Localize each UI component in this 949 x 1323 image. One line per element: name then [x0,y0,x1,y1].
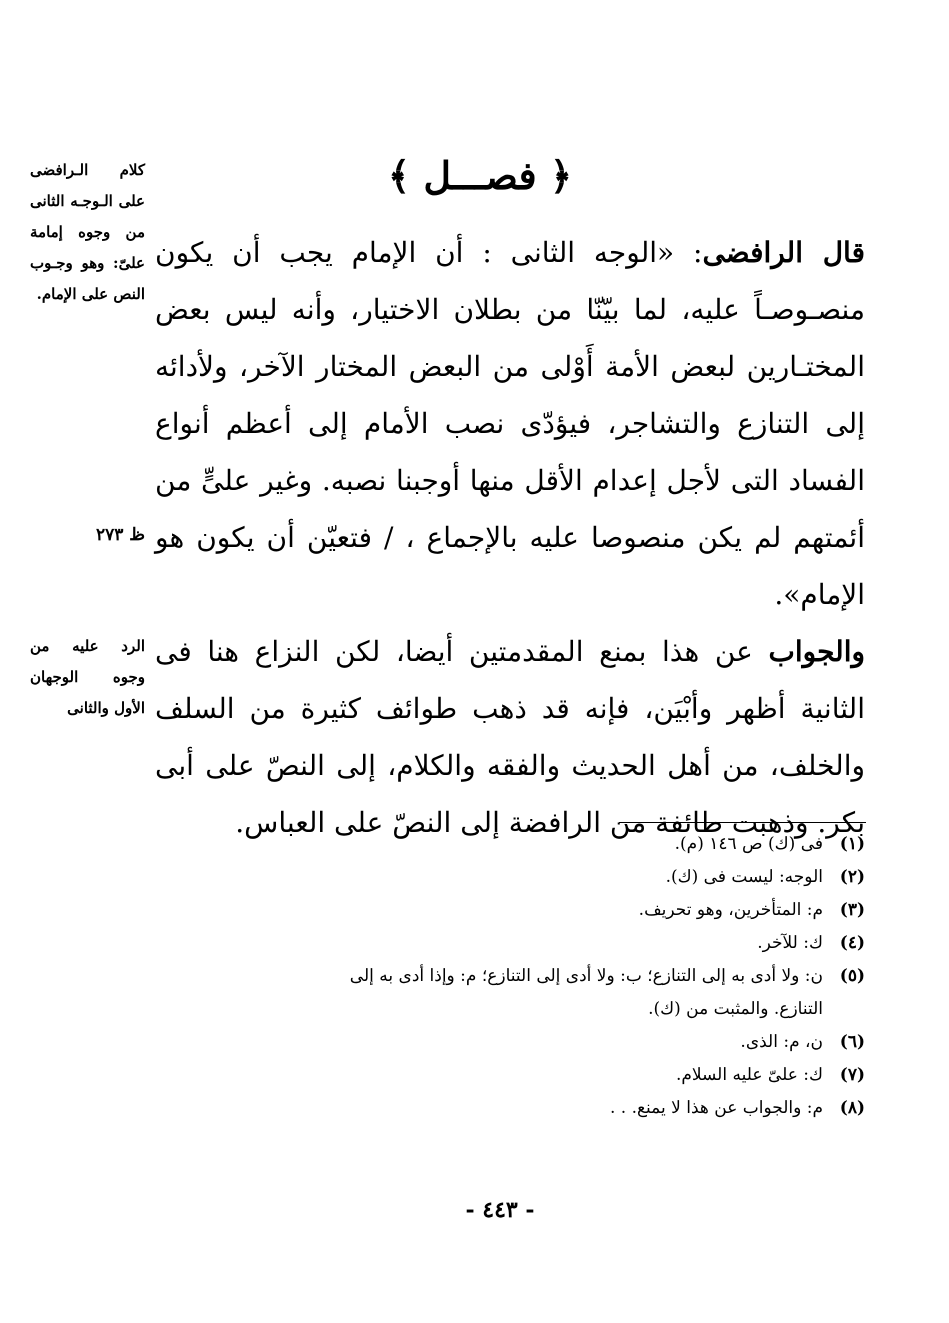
footnote-number: (٤) [839,933,865,953]
footnote-number: (٣) [839,900,865,920]
footnote-text: م: المتأخرين، وهو تحريف. [638,900,823,920]
footnote-text: ن، م: الذى. [740,1032,823,1052]
paragraph-2-lead: والجواب [768,635,865,668]
footnote-text: الوجه: ليست فى (ك). [665,867,823,887]
footnote-text: ك: للآخر. [757,933,823,953]
folio-marker: ظ ٢٧٣ [95,525,145,545]
main-text [155,224,865,851]
footnotes [300,828,865,1125]
footnote-text: ن: ولا أدى به إلى التنازع؛ ب: ولا أدى إلى التنازع؛ م: وإذا أدى به إلى التنازع. والمثبت من (ك). [349,966,823,1019]
page-number: - ٤٤٣ - [465,1197,535,1223]
footnote-item [300,861,865,894]
footnote-number: (١) [839,834,865,854]
footnote-item [300,1026,865,1059]
footnote-number: (٥) [839,966,865,986]
paragraph-1-lead: قال الرافضى [702,236,865,269]
footnote-number: (٢) [839,867,865,887]
margin-note-2: الرد عليه من وجوه الوجهان الأول والثانى [30,637,145,717]
footnote-text: ك: علىّ عليه السلام. [675,1065,823,1085]
paragraph-2-text: عن هذا بمنع المقدمتين أيضا، لكن النزاع هنا فى الثانية أظهر وأبْيَن، فإنه قد ذهب طوائف كثيرة من السلف والخلف، من أهل الحديث والفقه والكلام، إلى النصّ على أبى بكر. وذهبت طائفة من الرافضة إلى النصّ على العباس. [155,635,865,839]
footnote-number: (٧) [839,1065,865,1085]
footnote-text: فى (ك) ص ١٤٦ (م). [674,834,823,854]
footnote-item [300,1092,865,1125]
footnote-number: (٨) [839,1098,865,1118]
paragraph-2 [155,623,865,851]
footnote-item [300,960,865,1026]
footnote-item [300,927,865,960]
footnote-divider [619,822,866,823]
footnote-item [300,828,865,861]
paragraph-1-text: : «الوجه الثانى : أن الإمام يجب أن يكون منصـوصـاً عليه، لما بيّنّا من بطلان الاختيار، وأنه ليس بعض المختـارين لبعض الأمة أَوْلى من البعض المختار الآخر، ولأدائه إلى التنازع والتشاجر، فيؤدّى نصب الأمام إلى أعظم أنواع الفساد التى لأجل إعدام الأقل منها أوجبنا نصبه. وغير علىٍّ من أئمتهم لم يكن منصوصا عليه بالإجماع ، / فتعيّن أن يكون هو الإمام». [155,236,865,611]
margin-note-1: كلام الـرافضى على الـوجـه الثانى من وجوه إمامة علىّ: وهو وجـوب النص على الإمام. [30,161,145,303]
footnote-item [300,894,865,927]
footnote-text: م: والجواب عن هذا لا يمنع. . . [609,1098,823,1118]
section-title: ﴿ فصـــل ﴾ [387,153,573,198]
footnote-item [300,1059,865,1092]
paragraph-1 [155,224,865,623]
footnote-number: (٦) [839,1032,865,1052]
